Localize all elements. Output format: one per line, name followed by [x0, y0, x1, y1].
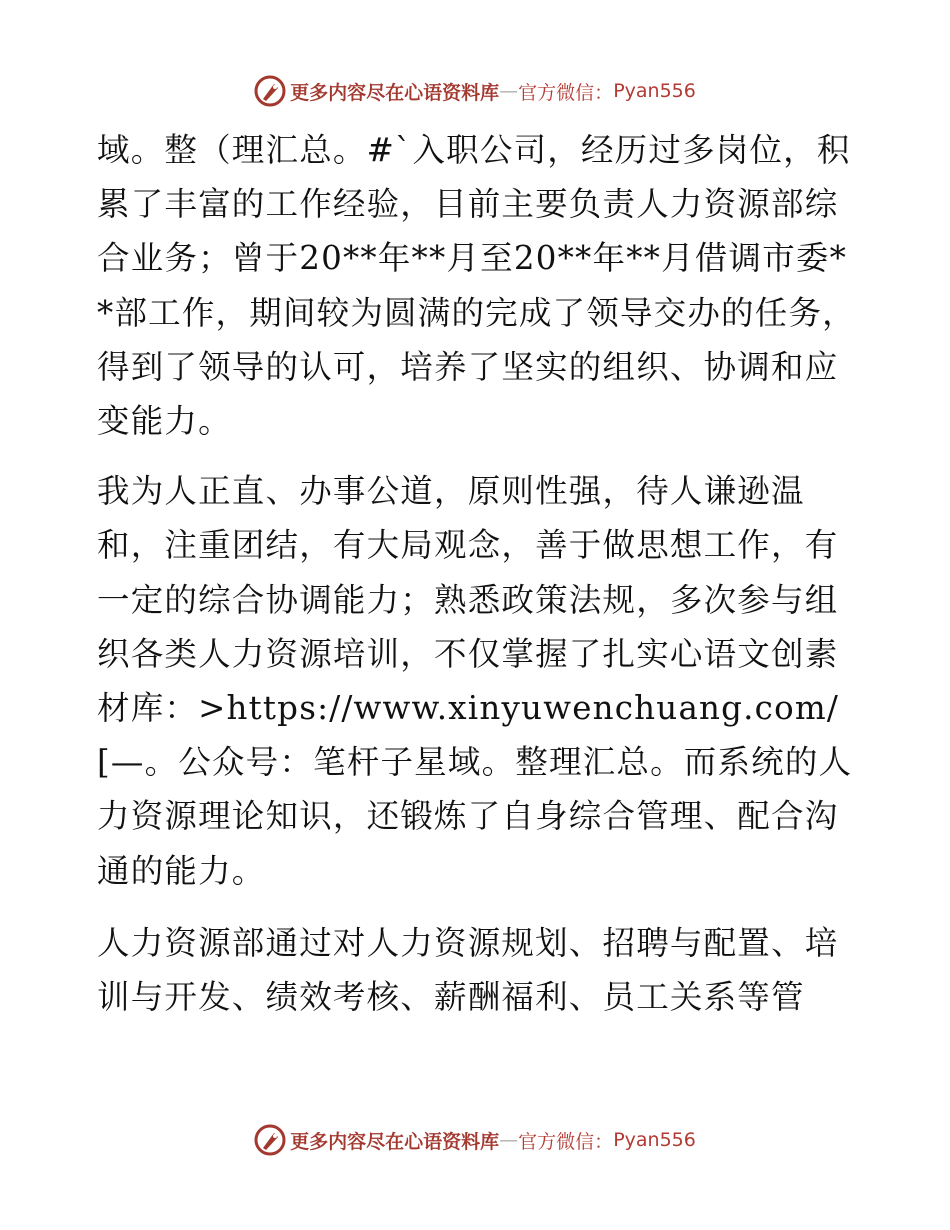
footer-wechat-id: Pyan556	[613, 1129, 696, 1151]
banner-main-text: 更多内容尽在心语资料库	[290, 81, 500, 104]
footer-wechat-label: 官方微信：	[518, 1130, 614, 1153]
footer-separator: —	[499, 1129, 519, 1151]
pen-nib-logo-icon	[254, 1124, 286, 1156]
footer-main-text: 更多内容尽在心语资料库	[290, 1130, 500, 1153]
document-body	[97, 123, 857, 1024]
paragraph-2: 我为人正直、办事公道，原则性强，待人谦逊温和，注重团结，有大局观念，善于做思想工作，有一定的综合协调能力；熟悉政策法规，多次参与组织各类人力资源培训，不仅掌握了扎实心语文创素材库：>https://www.xinyuwenchuang.com/[—。公众号：笔杆子星域。整理汇总。而系统的人力资源理论知识，还锻炼了自身综合管理、配合沟通的能力。	[97, 472, 853, 890]
header-banner	[0, 71, 950, 111]
paragraph-3: 人力资源部通过对人力资源规划、招聘与配置、培训与开发、绩效考核、薪酬福利、员工关系等管	[97, 923, 839, 1017]
pen-nib-logo-icon	[254, 75, 286, 107]
banner-wechat-id: Pyan556	[613, 80, 696, 102]
banner-wechat-label: 官方微信：	[518, 81, 614, 104]
paragraph-1: 域。整（理汇总。#`入职公司，经历过多岗位，积累了丰富的工作经验，目前主要负责人力资源部综合业务；曾于20**年**月至20**年**月借调市委**部工作，期间较为圆满的完成了领导交办的任务，得到了领导的认可，培养了坚实的组织、协调和应变能力。	[97, 131, 856, 441]
banner-separator: —	[499, 80, 519, 102]
footer-banner	[0, 1120, 950, 1160]
